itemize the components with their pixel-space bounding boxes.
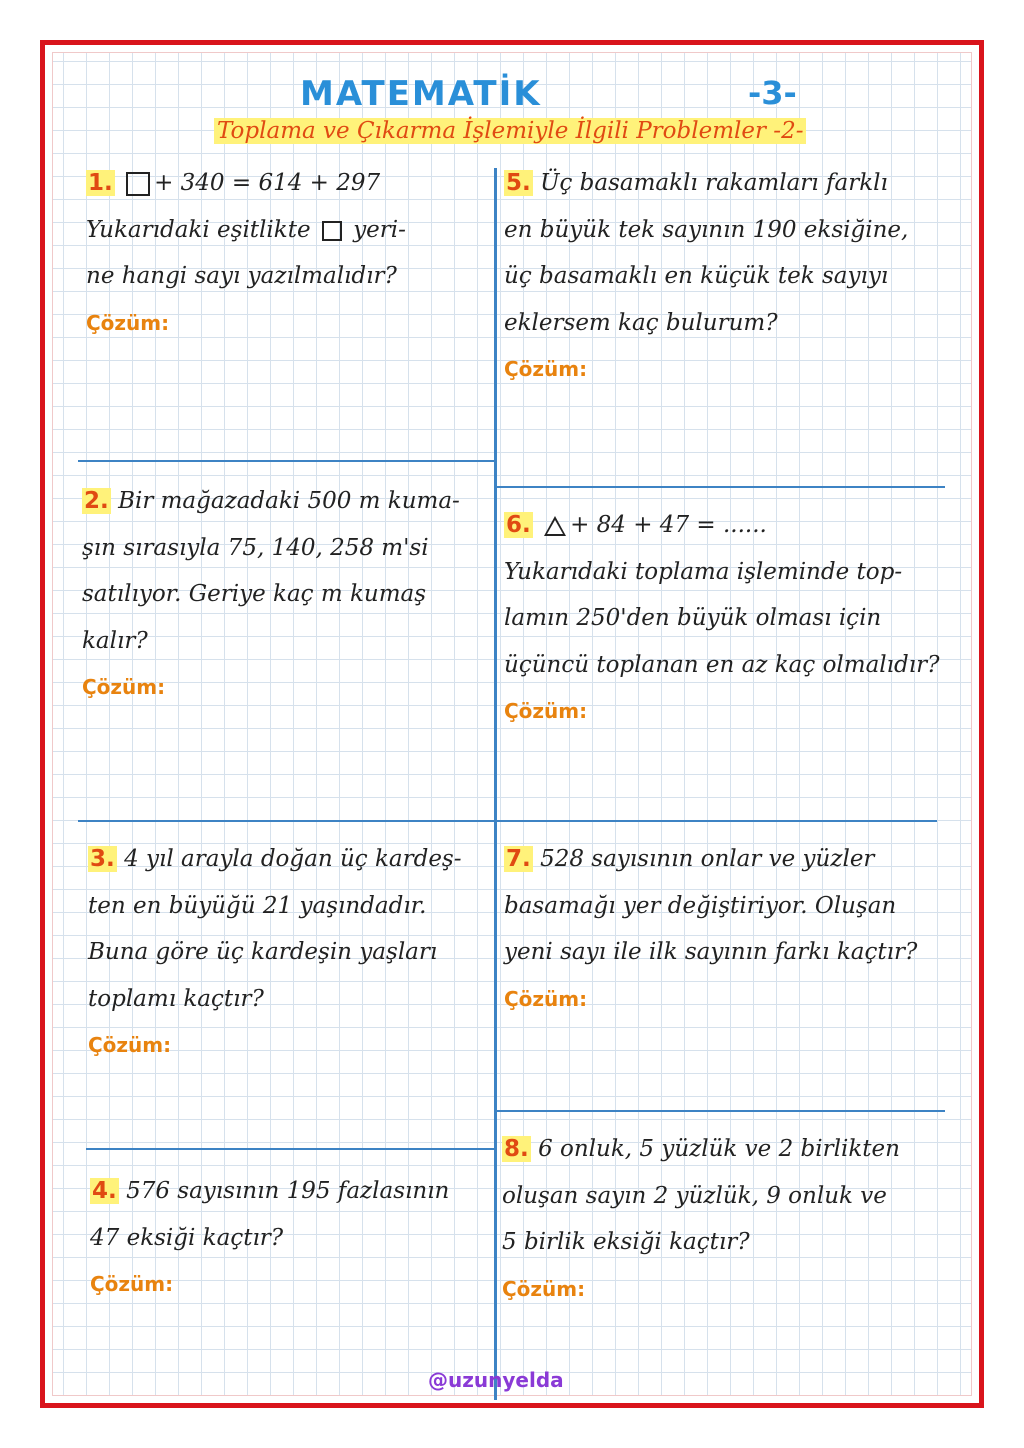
solution-label: Çözüm: <box>504 699 588 723</box>
solution-label: Çözüm: <box>504 986 588 1011</box>
problem-2 <box>82 478 490 711</box>
problem-line: toplamı kaçtır? <box>88 985 264 1012</box>
problem-number-text: 2. <box>84 488 109 514</box>
problem-line: basamağı yer değiştiriyor. Oluşan <box>504 892 897 919</box>
problem-8 <box>502 1126 948 1312</box>
problem-line: yeri- <box>353 216 406 243</box>
problem-line: Üç basamaklı rakamları farklı <box>540 170 888 196</box>
page-number: -3- <box>748 74 797 112</box>
page-title: MATEMATİK <box>300 74 542 114</box>
problem-line: en büyük tek sayının 190 eksiğine, <box>504 216 909 243</box>
problem-line: kalır? <box>82 627 148 654</box>
problem-line: 6 onluk, 5 yüzlük ve 2 birlikten <box>538 1136 900 1162</box>
problem-line: 47 eksiği kaçtır? <box>90 1224 284 1251</box>
problem-line: oluşan sayın 2 yüzlük, 9 onluk ve <box>502 1182 887 1209</box>
problem-line: 5 birlik eksiği kaçtır? <box>502 1229 750 1255</box>
triangle-icon <box>544 516 566 536</box>
problem-line: Yukarıdaki eşitlikte <box>86 216 311 243</box>
empty-box-icon <box>126 172 150 196</box>
problem-6 <box>504 502 950 735</box>
equation: + 84 + 47 = ...... <box>570 512 767 538</box>
problem-line: lamın 250'den büyük olması için <box>504 605 882 631</box>
empty-box-icon <box>322 221 342 241</box>
problem-line: 4 yıl arayla doğan üç kardeş- <box>124 846 462 872</box>
solution-label: Çözüm: <box>502 1276 586 1301</box>
problem-line: Buna göre üç kardeşin yaşları <box>88 939 438 965</box>
solution-label: Çözüm: <box>90 1272 174 1296</box>
problem-number-text: 6. <box>506 512 531 538</box>
problem-number <box>504 170 533 196</box>
problem-number <box>502 1136 531 1162</box>
problem-3 <box>88 836 492 1069</box>
problem-number-text: 3. <box>90 846 115 872</box>
problem-line: Yukarıdaki toplama işleminde top- <box>504 558 903 585</box>
problem-number <box>86 170 115 196</box>
left-divider-1 <box>78 460 494 462</box>
subtitle-text: Toplama ve Çıkarma İşlemiyle İlgili Problemler -2- <box>214 118 806 144</box>
problem-number-text: 1. <box>88 170 113 196</box>
left-divider-2 <box>78 820 494 822</box>
equation: + 340 = 614 + 297 <box>154 170 381 196</box>
right-divider-2 <box>497 820 937 822</box>
problem-line: ne hangi sayı yazılmalıdır? <box>86 263 397 289</box>
problem-number <box>90 1178 119 1204</box>
problem-line: satılıyor. Geriye kaç m kumaş <box>82 581 427 607</box>
problem-number-text: 7. <box>506 846 531 872</box>
column-divider <box>494 168 497 1400</box>
solution-label: Çözüm: <box>86 310 170 335</box>
right-divider-3 <box>497 1110 945 1112</box>
problem-1 <box>86 160 486 346</box>
problem-5 <box>504 160 950 393</box>
problem-line: yeni sayı ile ilk sayının farkı kaçtır? <box>504 939 918 965</box>
problem-line: üç basamaklı en küçük tek sayıyı <box>504 263 889 289</box>
problem-number <box>82 488 111 514</box>
problem-7 <box>504 836 950 1022</box>
problem-number-text: 4. <box>92 1178 117 1204</box>
solution-label: Çözüm: <box>82 675 166 699</box>
problem-number-text: 8. <box>504 1136 529 1162</box>
problem-line: 528 sayısının onlar ve yüzler <box>540 846 875 872</box>
problem-line: üçüncü toplanan en az kaç olmalıdır? <box>504 651 940 678</box>
problem-number <box>504 512 533 538</box>
left-divider-3 <box>86 1148 494 1150</box>
solution-label: Çözüm: <box>504 357 588 381</box>
problem-number <box>504 846 533 872</box>
author-credit: @uzunyelda <box>428 1368 564 1392</box>
problem-line: ten en büyüğü 21 yaşındadır. <box>88 892 427 919</box>
page-subtitle <box>214 118 806 144</box>
problem-line: şın sırasıyla 75, 140, 258 m'si <box>82 534 429 561</box>
problem-line: eklersem kaç bulurum? <box>504 309 778 336</box>
problem-line: Bir mağazadaki 500 m kuma- <box>118 488 460 514</box>
problem-number <box>88 846 117 872</box>
problem-line: 576 sayısının 195 fazlasının <box>126 1178 450 1204</box>
solution-label: Çözüm: <box>88 1033 172 1057</box>
problem-4 <box>90 1168 490 1308</box>
problem-number-text: 5. <box>506 170 531 196</box>
right-divider-1 <box>497 486 945 488</box>
